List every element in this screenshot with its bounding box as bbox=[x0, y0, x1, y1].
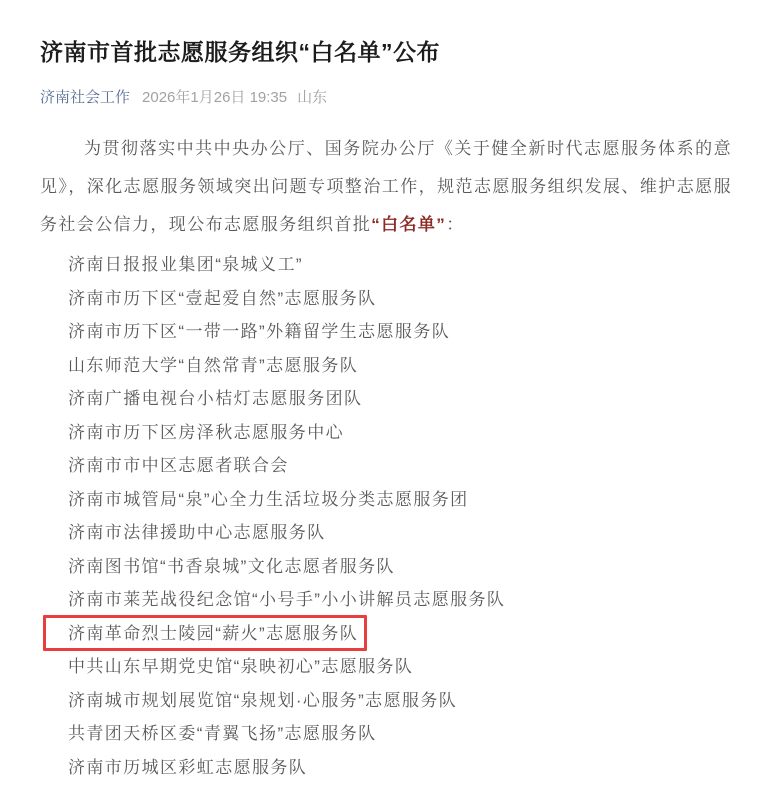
intro-paragraph bbox=[40, 130, 732, 244]
intro-text: 为贯彻落实中共中央办公厅、国务院办公厅《关于健全新时代志愿服务体系的意见》，深化志愿服务领域突出问题专项整治工作，规范志愿服务组织发展、维护志愿服务社会公信力，现公布志愿服务组织首批 bbox=[40, 139, 732, 234]
list-item: 济南市历城区彩虹志愿服务队 bbox=[68, 757, 308, 777]
list-item: 济南市城管局“泉”心全力生活垃圾分类志愿服务团 bbox=[68, 489, 469, 509]
list-item: 济南图书馆“书香泉城”文化志愿者服务队 bbox=[68, 556, 395, 576]
list-item-highlighted bbox=[40, 617, 732, 651]
list-item: 济南广播电视台小桔灯志愿服务团队 bbox=[68, 389, 363, 408]
list-item: 济南城市规划展览馆“泉规划·心服务”志愿服务队 bbox=[68, 690, 458, 710]
list-item: 济南市历下区“一带一路”外籍留学生志愿服务队 bbox=[68, 322, 451, 341]
publish-date: 2026年1月26日 19:35 bbox=[142, 89, 288, 106]
article-meta bbox=[40, 88, 732, 108]
publish-location: 山东 bbox=[297, 89, 328, 106]
article-title: 济南市首批志愿服务组织“白名单”公布 bbox=[40, 39, 440, 65]
list-item: 济南市市中区志愿者联合会 bbox=[68, 456, 289, 475]
list-item: 济南市莱芜战役纪念馆“小号手”小小讲解员志愿服务队 bbox=[68, 590, 506, 609]
account-name-link[interactable]: 济南社会工作 bbox=[40, 89, 131, 106]
list-item: 济南日报报业集团“泉城义工” bbox=[68, 255, 303, 274]
list-item: 济南市法律援助中心志愿服务队 bbox=[68, 523, 326, 542]
list-item-text: 济南革命烈士陵园“薪火”志愿服务队 bbox=[68, 623, 359, 643]
organization-list bbox=[40, 248, 732, 784]
list-item: 济南市历下区房泽秋志愿服务中心 bbox=[68, 422, 344, 442]
list-item: 共青团天桥区委“青翼飞扬”志愿服务队 bbox=[68, 724, 377, 743]
list-item: 山东师范大学“自然常青”志愿服务队 bbox=[68, 355, 359, 375]
list-item: 中共山东早期党史馆“泉映初心”志愿服务队 bbox=[68, 657, 414, 676]
list-item: 济南市历下区“壹起爱自然”志愿服务队 bbox=[68, 288, 377, 308]
whitelist-highlight-text: “白名单” bbox=[371, 215, 447, 234]
highlighted-org-name bbox=[68, 624, 358, 643]
intro-colon: ： bbox=[446, 215, 465, 234]
